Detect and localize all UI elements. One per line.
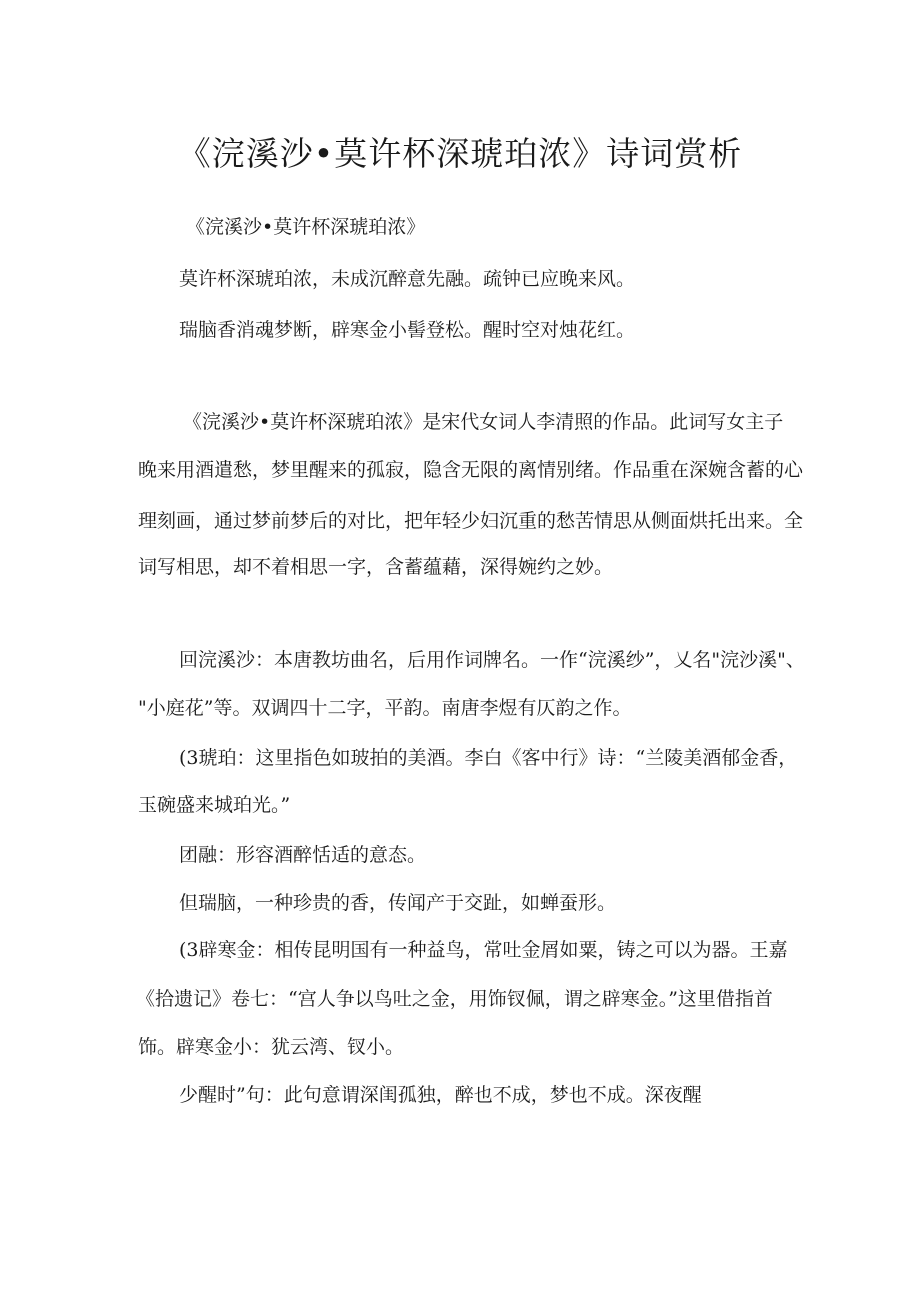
intro-paragraph-line: 词写相思，却不着相思一字，含蓄蕴藉，深得婉约之妙。 <box>138 556 614 578</box>
note-line: (3辟寒金：相传昆明国有一种益鸟，常吐金屑如粟，铸之可以为器。王嘉 <box>179 939 788 961</box>
note-line: 玉碗盛来城珀光。” <box>138 794 291 816</box>
document-title: 《浣溪沙•莫许杯深琥珀浓》诗词赏析 <box>177 134 743 173</box>
note-line: (3琥珀：这里指色如玻拍的美酒。李白《客中行》诗：“兰陵美酒郁金香， <box>179 747 798 769</box>
note-line: 但瑞脑，一种珍贵的香，传闻产于交趾，如蝉蚕形。 <box>179 892 617 914</box>
poem-line: 莫许杯深琥珀浓，未成沉醉意先融。疏钟已应晚来风。 <box>179 268 636 290</box>
note-line: "小庭花”等。双调四十二字，平韵。南唐李煜有仄韵之作。 <box>138 697 632 719</box>
note-line: 《拾遗记》卷七：“宫人争以鸟吐之金，用饰钗佩，谓之辟寒金。”这里借指首 <box>136 988 773 1010</box>
note-line: 回浣溪沙：本唐教坊曲名，后用作词牌名。一作“浣溪纱”，乂名"浣沙溪"、 <box>179 649 805 671</box>
intro-paragraph-line: 晚来用酒遣愁，梦里醒来的孤寂，隐含无限的离情别绪。作品重在深婉含蓄的心 <box>138 459 804 481</box>
note-line: 少醒时”句：此句意谓深闺孤独，醉也不成，梦也不成。深夜醒 <box>179 1084 702 1106</box>
note-line: 饰。辟寒金小：犹云湾、钗小。 <box>138 1036 405 1058</box>
note-line: 团融：形容酒醉恬适的意态。 <box>179 844 427 866</box>
poem-line: 瑞脑香消魂梦断，辟寒金小髻登松。醒时空对烛花红。 <box>179 319 636 341</box>
intro-paragraph-line: 理刻画，通过梦前梦后的对比，把年轻少妇沉重的愁苦情思从侧面烘托出来。全 <box>138 510 804 532</box>
poem-heading: 《浣溪沙•莫许杯深琥珀浓》 <box>186 216 426 238</box>
intro-paragraph-line: 《浣溪沙•莫许杯深琥珀浓》是宋代女词人李清照的作品。此词写女主子 <box>183 411 784 433</box>
